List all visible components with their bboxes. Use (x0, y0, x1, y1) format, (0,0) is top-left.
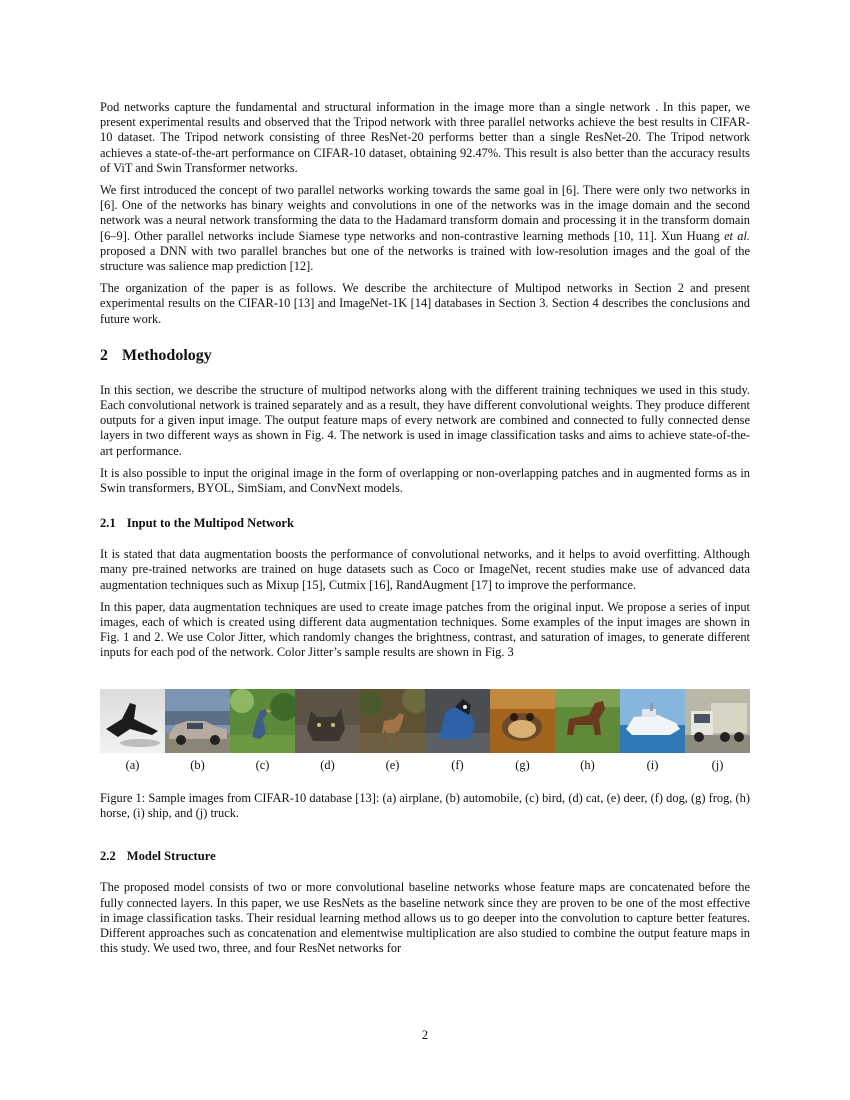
subfigure-label: (j) (711, 757, 724, 772)
page-body (100, 100, 750, 963)
page-number: 2 (421, 1028, 429, 1042)
intro-paragraph-1: Pod networks capture the fundamental and structural information in the image more than a single network . In this paper, we present experimental results and observed that the Tripod network with three parallel networks achieve the best results in CIFAR-10 dataset. The Tripod network consisting of three ResNet-20 performs better than a single ResNet-20. The Tripod network achieves a state-of-the-art performance on CIFAR-10 dataset, obtaining 92.47%. This result is also better than the accuracy results of ViT and Swin Transformer networks. (100, 100, 750, 175)
subfigure-label: (a) (125, 757, 140, 772)
horse-image (555, 689, 620, 753)
bird-image (230, 689, 295, 753)
section-2-1-title: Input to the Multipod Network (126, 516, 294, 531)
section-2-2-paragraph-1: The proposed model consists of two or more convolutional baseline networks whose feature maps are concatenated before the fully connected layers. In this paper, we use ResNets as the baseline network since they are proven to be one of the most effective in image classification tasks. Their residual learning method allows us to go deeper into the convolution to capture better features. Different approaches such as concatenation and elementwise multiplication are also studied to combine the output feature maps in this study. We used two, three, and four ResNet networks for (100, 880, 750, 956)
subfigure-label: (d) (320, 757, 335, 772)
subfigure-label: (e) (385, 757, 400, 772)
section-2-2-title: Model Structure (126, 849, 216, 864)
figure-1-caption: Figure 1: Sample images from CIFAR-10 database [13]: (a) airplane, (b) automobile, (c) bird, (d) cat, (e) deer, (f) dog, (g) frog, (h) horse, (i) ship, and (j) truck. (100, 790, 750, 821)
intro-paragraph-2 (100, 183, 750, 274)
intro-p2-etal: et al. (724, 228, 750, 243)
intro-p2-text-b: proposed a DNN with two parallel branches but one of the networks is trained with low-resolution images and the goal of the structure was salience map prediction [12]. (100, 243, 750, 274)
cat-image (295, 689, 360, 753)
subfigure-label: (c) (255, 757, 270, 772)
figure-1-image-strip (100, 689, 750, 753)
intro-paragraph-3: The organization of the paper is as follows. We describe the architecture of Multipod networks in Section 2 and present experimental results on the CIFAR-10 [13] and ImageNet-1K [14] databases in Section 3. Section 4 describes the conclusions and future work. (100, 281, 750, 326)
frog-image (490, 689, 555, 753)
dog-image (425, 689, 490, 753)
section-2-2-heading (100, 849, 750, 864)
section-2-number: 2 (100, 346, 108, 364)
figure-1 (100, 689, 750, 822)
subfigure-label: (b) (190, 757, 205, 772)
deer-image (360, 689, 425, 753)
subfigure-label: (g) (515, 757, 530, 772)
section-2-heading (100, 346, 750, 366)
section-2-1-number: 2.1 (100, 516, 116, 531)
section-2-1-paragraph-2: In this paper, data augmentation techniques are used to create image patches from the original input. We propose a series of input images, each of which is created using different data augmentation techniques. Some examples of the input images are shown in Fig. 1 and 2. We use Color Jitter, which randomly changes the brightness, contrast, and saturation of images, to generate different inputs for each pod of the network. Color Jitter’s sample results are shown in Fig. 3 (100, 599, 750, 660)
subfigure-label: (h) (580, 757, 595, 772)
ship-image (620, 689, 685, 753)
airplane-image (100, 689, 165, 753)
section-2-paragraph-2: It is also possible to input the original image in the form of overlapping or non-overlapping patches and in augmented forms as in Swin transformers, BYOL, SimSiam, and ConvNext models. (100, 465, 750, 496)
automobile-image (165, 689, 230, 753)
intro-p2-text-a: We first introduced the concept of two parallel networks working towards the same goal in [6]. There were only two networks in [6]. One of the networks has binary weights and convolutions in one of the networks was in the image domain and the second network was a neural network transforming the data to the Hadamard transform domain and processing it in the transform domain [6–9]. Other parallel networks include Siamese type networks and non-contrastive learning methods [10, 11]. Xun Huang (100, 183, 750, 243)
section-2-title: Methodology (122, 346, 212, 364)
section-2-1-heading (100, 516, 750, 531)
section-2-2-number: 2.2 (100, 849, 116, 864)
section-2-1-paragraph-1: It is stated that data augmentation boosts the performance of convolutional networks, and it helps to avoid overfitting. Although many pre-trained networks are trained on huge datasets such as Coco or ImageNet, recent studies make use of advanced data augmentation techniques such as Mixup [15], Cutmix [16], RandAugment [17] to improve the performance. (100, 547, 750, 592)
subfigure-label: (f) (451, 757, 464, 772)
truck-image (685, 689, 750, 753)
subfigure-label: (i) (646, 757, 659, 772)
figure-1-subfigure-labels (100, 758, 750, 773)
section-2-paragraph-1: In this section, we describe the structure of multipod networks along with the different training techniques we used in this study. Each convolutional network is trained separately and as a result, they have different convolutional weights. They produce different outputs for a given input image. The output feature maps of every network are combined and connected to fully connected dense layers in two different ways as shown in Fig. 4. The network is used in image classification tasks and aims to achieve state-of-the-art performance. (100, 382, 750, 458)
